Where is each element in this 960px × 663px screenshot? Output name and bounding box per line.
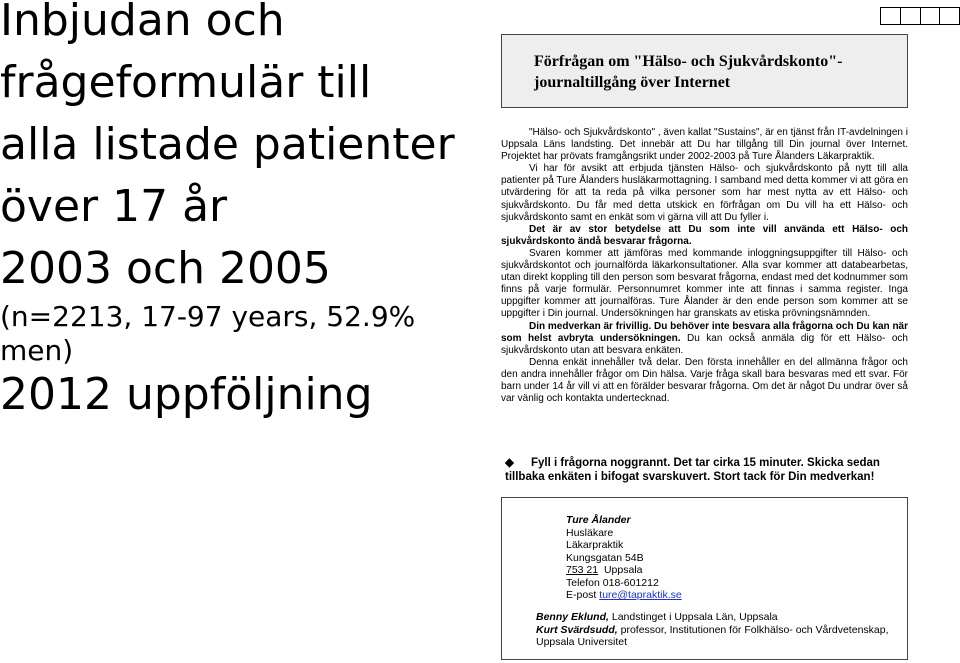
- paragraph: Svaren kommer att jämföras med kommande inloggningsuppgifter till Hälso- och sjukvårdskontot och journalförda läkarkonsultationer. Alla svar kommer att databearbetas, utan direkt koppling till den person som besvarat frågorna, endast med det kodnummer som finns på varje formulär. Personnumret kommer inte att finnas i samma register. Inga uppgifter kommer att journalföras. Ture Ålander är den ende person som kommer att se uppgifter i Din journal. Undersökningen har granskats av etiska prövningsnämnden.: [501, 247, 908, 320]
- title-line-2: frågeformulär till: [0, 57, 372, 108]
- contact-phone: Telefon 018-601212: [566, 576, 659, 589]
- paragraph: Vi har för avsikt att erbjuda tjänsten Hälso- och sjukvårdskonto på nytt till alla patienter på Ture Ålanders husläkarmottagning. I samband med detta kommer vi att göra en utvärdering för att ta reda på vilka personer som har mest nytta av ett Hälso- och sjukvårdskonto. Du får med detta utskick en förfrågan om Du vill ha ett Hälso- och sjukvårdskonto samt en enkät som vi gärna vill att Du fyller i.: [501, 163, 908, 223]
- slide-title: [0, 0, 490, 422]
- coauthor-desc: professor, Institutionen för Folkhälso- och Vårdvetenskap, Uppsala Universitet: [536, 623, 889, 648]
- title-line-5: 2003 och 2005: [0, 243, 331, 294]
- email-label: E-post: [566, 589, 597, 601]
- document-title-line-2: journaltillgång över Internet: [534, 74, 731, 91]
- title-line-3: alla listade patienter: [0, 119, 455, 170]
- coauthor-row: [536, 624, 907, 649]
- contact-zip: 753 21: [566, 564, 599, 576]
- coauthor-desc: Landstinget i Uppsala Län, Uppsala: [611, 611, 778, 623]
- email-link[interactable]: ture@tapraktik.se: [599, 589, 682, 601]
- document-title-line-1: Förfrågan om "Hälso- och Sjukvårdskonto"-: [534, 53, 843, 70]
- contact-box: [501, 497, 908, 660]
- code-box: [901, 8, 921, 24]
- paragraph: "Hälso- och Sjukvårdskonto" , även kallat "Sustains", är en tjänst från IT-avdelningen i Uppsala Läns landsting. Det innebär att Du har tillgång till Din journal över Internet. Projektet har prövats framgångsrikt under 2002-2003 på Ture Ålanders Läkarpraktik.: [501, 127, 908, 163]
- paragraph-bold: Din medverkan är frivillig. Du behöver inte besvara alla frågorna och Du kan när som helst avbryta undersökningen.: [501, 320, 909, 344]
- contact-role: Husläkare: [566, 526, 614, 539]
- contact-street: Kungsgatan 54B: [566, 551, 644, 564]
- contact-email-row: [566, 589, 682, 602]
- coauthor-name: Kurt Svärdsudd,: [536, 623, 618, 636]
- coauthor-name: Benny Eklund,: [536, 611, 609, 623]
- paragraph-mixed: [501, 321, 908, 357]
- document-header: [501, 34, 908, 108]
- instruction-text: Fyll i frågorna noggrannt. Det tar cirka 15 minuter. Skicka sedan tillbaka enkäten i bifogat svarskuvert. Stort tack för Din medverkan!: [505, 457, 880, 483]
- followup-label: 2012 uppföljning: [0, 369, 373, 420]
- document-body: [501, 127, 908, 405]
- paragraph: Denna enkät innehåller två delar. Den första innehåller en del allmänna frågor och den andra innehåller frågor om Din hälsa. Varje fråga skall bara besvaras med ett svar. För barn under 14 år vill vi att en förälder besvarar frågorna. Om det är något Du undrar över så var vänlig och kontakta undertecknad.: [501, 356, 908, 405]
- code-box: [940, 8, 959, 24]
- coauthor-row: [536, 611, 907, 624]
- contact-postal: [566, 564, 682, 577]
- contact-info: [566, 514, 682, 602]
- code-box: [921, 8, 941, 24]
- title-line-1: Inbjudan och: [0, 0, 285, 46]
- contact-practice: Läkarpraktik: [566, 539, 624, 551]
- document-title: [502, 35, 907, 93]
- diamond-bullet-icon: ◆: [505, 457, 514, 469]
- paragraph-bold: Det är av stor betydelse att Du som inte vill använda ett Hälso- och sjukvårdskonto ändå besvarar frågorna.: [501, 223, 908, 247]
- coauthors: [536, 611, 907, 649]
- contact-name: Ture Ålander: [566, 514, 631, 526]
- paragraph: Du kan också anmäla dig för ett Hälso- och sjukvårdskonto utan att besvara enkäten.: [501, 332, 908, 356]
- instruction-bullet: [501, 456, 912, 484]
- code-number-boxes: [880, 7, 960, 25]
- title-line-4: över 17 år: [0, 181, 228, 232]
- code-box: [881, 8, 901, 24]
- contact-city: Uppsala: [603, 564, 643, 576]
- study-stats: (n=2213, 17-97 years, 52.9% men): [0, 300, 416, 367]
